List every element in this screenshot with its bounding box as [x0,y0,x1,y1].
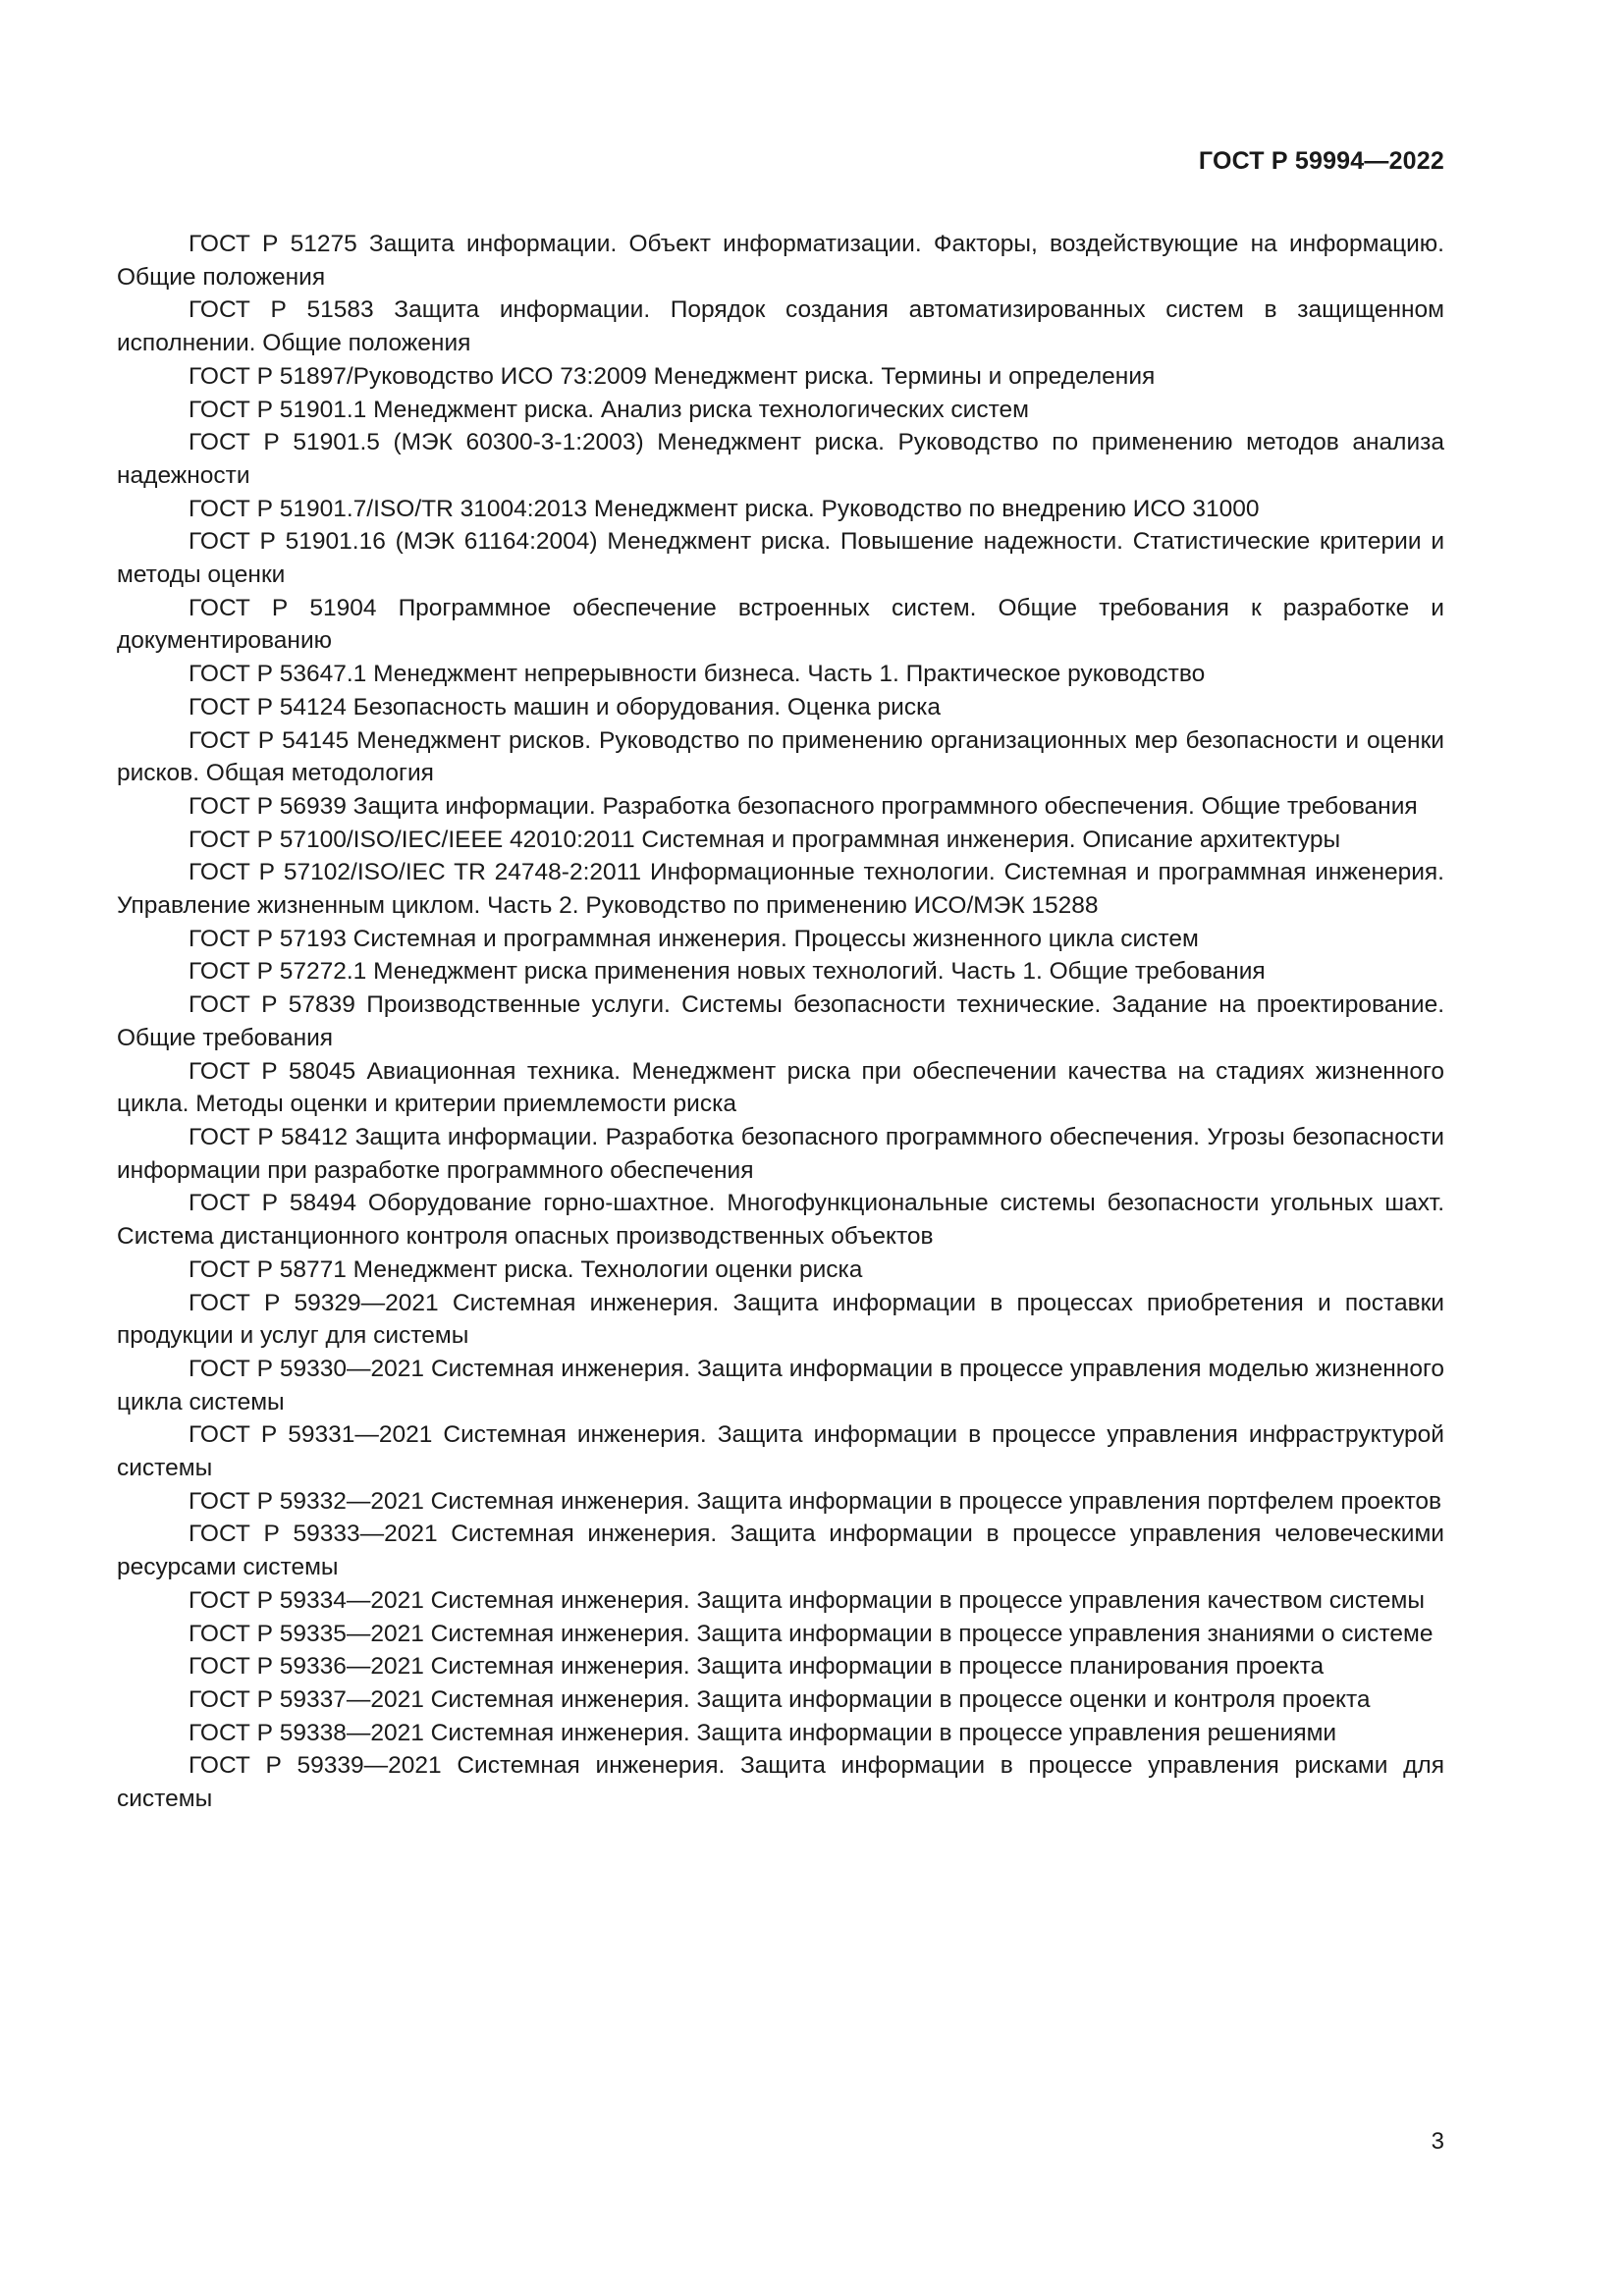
reference-item: ГОСТ Р 54145 Менеджмент рисков. Руководство по применению организационных мер безопасности и оценки рисков. Общая методология [117,726,1444,787]
reference-item: ГОСТ Р 59338—2021 Системная инженерия. Защита информации в процессе управления решениями [189,1719,1337,1746]
reference-item: ГОСТ Р 51901.16 (МЭК 61164:2004) Менеджмент риска. Повышение надежности. Статистические критерии и методы оценки [117,528,1444,589]
reference-item: ГОСТ Р 59337—2021 Системная инженерия. Защита информации в процессе оценки и контроля проекта [189,1685,1371,1713]
reference-item: ГОСТ Р 51901.7/ISO/TR 31004:2013 Менеджмент риска. Руководство по внедрению ИСО 31000 [189,495,1260,522]
reference-item: ГОСТ Р 53647.1 Менеджмент непрерывности бизнеса. Часть 1. Практическое руководство [189,661,1206,688]
reference-item: ГОСТ Р 51904 Программное обеспечение встроенных систем. Общие требования к разработке и документированию [117,594,1444,655]
reference-item: ГОСТ Р 59332—2021 Системная инженерия. Защита информации в процессе управления портфелем проектов [189,1487,1442,1515]
reference-item: ГОСТ Р 59333—2021 Системная инженерия. Защита информации в процессе управления человеческими ресурсами системы [117,1521,1444,1581]
reference-item: ГОСТ Р 59331—2021 Системная инженерия. Защита информации в процессе управления инфраструктурой системы [117,1421,1444,1482]
reference-item: ГОСТ Р 56939 Защита информации. Разработка безопасного программного обеспечения. Общие требования [189,792,1418,820]
reference-item: ГОСТ Р 57272.1 Менеджмент риска применения новых технологий. Часть 1. Общие требования [189,958,1266,986]
reference-item: ГОСТ Р 51275 Защита информации. Объект информатизации. Факторы, воздействующие на информацию. Общие положения [117,231,1444,291]
reference-item: ГОСТ Р 51583 Защита информации. Порядок создания автоматизированных систем в защищенном исполнении. Общие положения [117,296,1444,357]
reference-item: ГОСТ Р 54124 Безопасность машин и оборудования. Оценка риска [189,693,941,721]
reference-item: ГОСТ Р 57839 Производственные услуги. Системы безопасности технические. Задание на проектирование. Общие требования [117,991,1444,1051]
document-header-standard-id: ГОСТ Р 59994—2022 [1198,147,1444,175]
reference-item: ГОСТ Р 59334—2021 Системная инженерия. Защита информации в процессе управления качеством системы [189,1586,1426,1614]
reference-item: ГОСТ Р 59335—2021 Системная инженерия. Защита информации в процессе управления знаниями о системе [189,1620,1434,1647]
reference-item: ГОСТ Р 57100/ISO/IEC/IEEE 42010:2011 Системная и программная инженерия. Описание архитектуры [189,826,1341,853]
reference-item: ГОСТ Р 58045 Авиационная техника. Менеджмент риска при обеспечении качества на стадиях жизненного цикла. Методы оценки и критерии приемлемости риска [117,1057,1444,1118]
reference-item: ГОСТ Р 59330—2021 Системная инженерия. Защита информации в процессе управления моделью жизненного цикла системы [117,1355,1444,1415]
reference-item: ГОСТ Р 57193 Системная и программная инженерия. Процессы жизненного цикла систем [189,925,1199,952]
reference-item: ГОСТ Р 58494 Оборудование горно-шахтное. Многофункциональные системы безопасности угольных шахт. Система дистанционного контроля опасных производственных объектов [117,1190,1444,1251]
reference-item: ГОСТ Р 59339—2021 Системная инженерия. Защита информации в процессе управления рисками для системы [117,1752,1444,1813]
reference-item: ГОСТ Р 59329—2021 Системная инженерия. Защита информации в процессах приобретения и поставки продукции и услуг для системы [117,1289,1444,1350]
reference-item: ГОСТ Р 51901.1 Менеджмент риска. Анализ риска технологических систем [189,396,1030,423]
page-number: 3 [1431,2128,1444,2155]
reference-item: ГОСТ Р 51901.5 (МЭК 60300-3-1:2003) Менеджмент риска. Руководство по применению методов анализа надежности [117,429,1444,489]
reference-item: ГОСТ Р 57102/ISO/IEC TR 24748-2:2011 Информационные технологии. Системная и программная инженерия. Управление жизненным циклом. Часть 2. Руководство по применению ИСО/МЭК 15288 [117,859,1444,920]
normative-references-list [117,228,1444,1816]
reference-item: ГОСТ Р 58412 Защита информации. Разработка безопасного программного обеспечения. Угрозы безопасности информации при разработке программного обеспечения [117,1123,1444,1184]
reference-item: ГОСТ Р 51897/Руководство ИСО 73:2009 Менеджмент риска. Термины и определения [189,362,1156,390]
reference-item: ГОСТ Р 59336—2021 Системная инженерия. Защита информации в процессе планирования проекта [189,1653,1325,1681]
reference-item: ГОСТ Р 58771 Менеджмент риска. Технологии оценки риска [189,1255,863,1283]
